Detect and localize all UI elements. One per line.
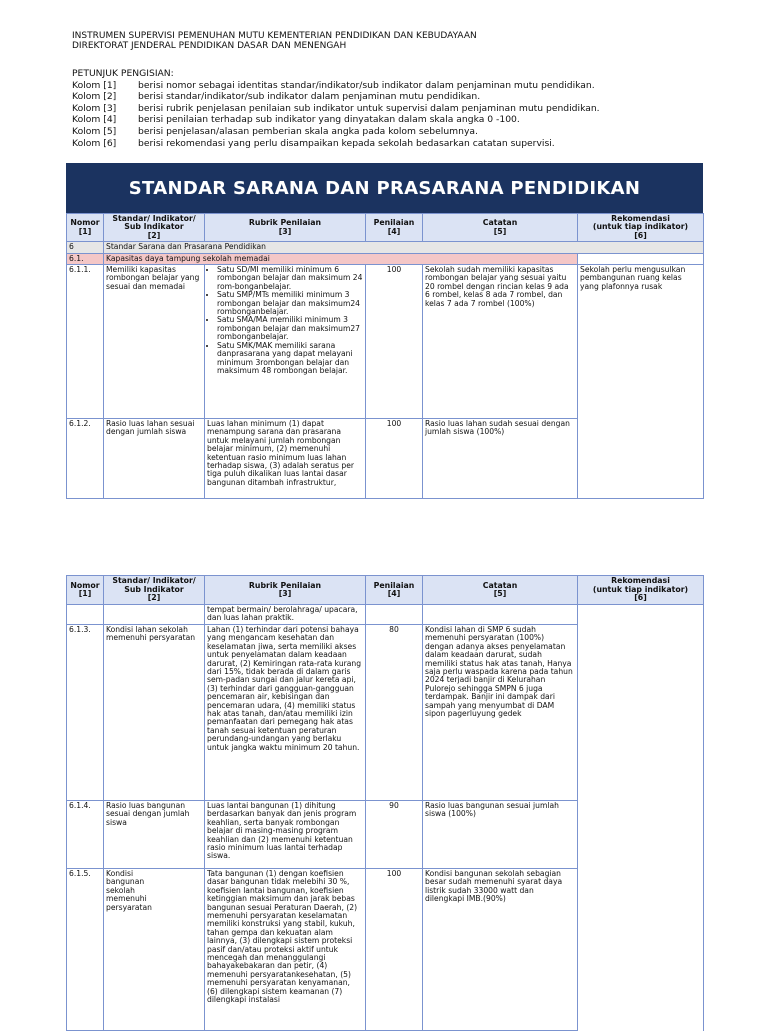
instruction-item: Kolom [2] berisi standar/indikator/sub indikator dalam penjaminan mutu pendidikan. bbox=[72, 91, 481, 103]
table-row: 6.1.3. Kondisi lahan sekolah memenuhi persyaratan Lahan (1) terhindar dari potensi bahaya yang mengancam kesehatan dan keselamatan jiwa, serta memiliki akses untuk penyelamatan dalam keadaan darurat, (2) Kemiringan rata-rata kurang dari 15%, tidak berada di dalam garis sem-padan sungai dan jalur kereta api, (3) terhindar dari gangguan-gangguan pencemaran air, kebisingan dan pencemaran udara, (4) memiliki status hak atas tanah, dan/atau memiliki izin pemanfaatan dari pemegang hak atas tanah sesuai ketentuan peraturan perundang-undangan yang berlaku untuk jangka waktu minimum 20 tahun. 80 Kondisi lahan di SMP 6 sudah memenuhi persyaratan (100%) dengan adanya akses penyelamatan dalam keadaan darurat, sudah memiliki status hak atas tanah, Hanya saja perlu waspada karena pada tahun 2024 terjadi banjir di Kelurahan Pulorejo sehingga SMPN 6 juga terdampak. Banjir ini dampak dari sampah yang menyumbat di DAM sipon pagerluyung gedek bbox=[67, 625, 704, 801]
document-header bbox=[72, 31, 477, 51]
section-row: 6 Standar Sarana dan Prasarana Pendidikan bbox=[67, 242, 704, 253]
col-header-standar: Standar/ Indikator/ Sub Indikator [2] bbox=[104, 576, 205, 605]
col-header-rubrik: Rubrik Penilaian [3] bbox=[205, 576, 366, 605]
instruction-item: Kolom [3] berisi rubrik penjelasan penilaian sub indikator untuk supervisi dalam penjaminan mutu pendidikan. bbox=[72, 102, 600, 114]
col-header-rekomendasi: Rekomendasi (untuk tiap indikator) [6] bbox=[578, 576, 704, 605]
subsection-row: 6.1. Kapasitas daya tampung sekolah memadai bbox=[67, 253, 704, 264]
score-cell: 80 bbox=[366, 625, 423, 801]
table-row: 6.1.1. Memiliki kapasitas rombongan belajar yang sesuai dan memadai • Satu SD/MI memiliki minimum 6 rombongan belajar dan maksimum 24 rom-bonganbelajar. • Satu SMP/MTs memiliki minimum 3 rombongan belajar dan maksimum24 rombonganbelajar. • Satu SMA/MA memiliki minimum 3 rombongan belajar dan maksimum27 rombonganbelajar. • Satu SMK/MAK memiliki sarana danprasarana yang dapat melayani minimum 3rombongan belajar dan maksimum 48 rombongan belajar. 100 Sekolah sudah memiliki kapasitas rombongan belajar yang sesuai yaitu 20 rombel dengan rincian kelas 9 ada 6 rombel, kelas 8 ada 7 rombel, dan kelas 7 ada 7 rombel (100%) Sekolah perlu mengusulkan pembangunan ruang kelas yang plafonnya rusak bbox=[67, 265, 704, 419]
table-row: 6.1.5. Kondisi bangunan sekolah memenuhi persyaratan Tata bangunan (1) dengan koefisien dasar bangunan tidak melebihi 30 %, koefisien lantai bangunan, koefisien ketinggian maksimum dan jarak bebas bangunan sesuai Peraturan Daerah, (2) memenuhi persyaratan keselamatan memiliki konstruksi yang stabil, kukuh, tahan gempa dan kekuatan alam lainnya, (3) dilengkapi sistem proteksi pasif dan/atau proteksi aktif untuk mencegah dan menanggulangi bahayakebakaran dan petir, (4) memenuhi persyaratankesehatan, (5) memenuhi persyaratan kenyamanan, (6) dilengkapi sistem keamanan (7) dilengkapi instalasi 100 Kondisi bangunan sekolah sebagian besar sudah memenuhi syarat daya listrik sudah 33000 watt dan dilengkapi IMB.(90%) bbox=[67, 869, 704, 1031]
recommendation-cell: Sekolah perlu mengusulkan pembangunan ruang kelas yang plafonnya rusak bbox=[578, 265, 704, 499]
col-header-rubrik: Rubrik Penilaian [3] bbox=[205, 214, 366, 242]
score-cell: 100 bbox=[366, 265, 423, 419]
score-cell: 100 bbox=[366, 869, 423, 1031]
recommendation-cell bbox=[578, 605, 704, 1031]
table-header-row bbox=[67, 214, 704, 242]
header-line-1: INSTRUMEN SUPERVISI PEMENUHAN MUTU KEMENTERIAN PENDIDIKAN DAN KEBUDAYAAN bbox=[72, 31, 477, 41]
score-cell: 90 bbox=[366, 801, 423, 869]
col-header-penilaian: Penilaian [4] bbox=[366, 576, 423, 605]
table-page-2 bbox=[66, 575, 704, 1031]
instructions-title: PETUNJUK PENGISIAN: bbox=[72, 68, 174, 79]
col-header-catatan: Catatan [5] bbox=[423, 214, 578, 242]
instructions bbox=[72, 68, 600, 149]
header-line-2: DIREKTORAT JENDERAL PENDIDIKAN DASAR DAN MENENGAH bbox=[72, 41, 347, 51]
table-page-1 bbox=[66, 213, 704, 499]
col-header-rekomendasi: Rekomendasi (untuk tiap indikator) [6] bbox=[578, 214, 704, 242]
instruction-item: Kolom [5] berisi penjelasan/alasan pemberian skala angka pada kolom sebelumnya. bbox=[72, 125, 478, 137]
instruction-item: Kolom [4] berisi penilaian terhadap sub indikator yang dinyatakan dalam skala angka 0 -100. bbox=[72, 114, 520, 126]
instruction-item: Kolom [6] berisi rekomendasi yang perlu disampaikan kepada sekolah bedasarkan catatan supervisi. bbox=[72, 137, 555, 149]
instruction-item: Kolom [1] berisi nomor sebagai identitas standar/indikator/sub indikator dalam penjaminan mutu pendidikan. bbox=[72, 79, 595, 91]
table-row: 6.1.2. Rasio luas lahan sesuai dengan jumlah siswa Luas lahan minimum (1) dapat menampung sarana dan prasarana untuk melayani jumlah rombongan belajar minimum, (2) memenuhi ketentuan rasio minimum luas lahan terhadap siswa, (3) adalah seratus per tiga puluh dikalikan luas lantai dasar bangunan ditambah infrastruktur, 100 Rasio luas lahan sudah sesuai dengan jumlah siswa (100%) bbox=[67, 419, 704, 499]
rubric-list: • Satu SD/MI memiliki minimum 6 rombongan belajar dan maksimum 24 rom-bonganbelajar. • Satu SMP/MTs memiliki minimum 3 rombongan belajar dan maksimum24 rombonganbelajar. • Satu SMA/MA memiliki minimum 3 rombongan belajar dan maksimum27 rombonganbelajar. • Satu SMK/MAK memiliki sarana danprasarana yang dapat melayani minimum 3rombongan belajar dan maksimum 48 rombongan belajar. bbox=[207, 266, 363, 375]
col-header-standar: Standar/ Indikator/ Sub Indikator [2] bbox=[104, 214, 205, 242]
table-header-row bbox=[67, 576, 704, 605]
continuation-row: tempat bermain/ berolahraga/ upacara, dan luas lahan praktik. bbox=[67, 605, 704, 625]
score-cell: 100 bbox=[366, 419, 423, 499]
col-header-penilaian: Penilaian [4] bbox=[366, 214, 423, 242]
col-header-nomor: Nomor [1] bbox=[67, 576, 104, 605]
col-header-catatan: Catatan [5] bbox=[423, 576, 578, 605]
col-header-nomor: Nomor [1] bbox=[67, 214, 104, 242]
section-banner: STANDAR SARANA DAN PRASARANA PENDIDIKAN bbox=[66, 163, 703, 213]
table-row: 6.1.4. Rasio luas bangunan sesuai dengan jumlah siswa Luas lantai bangunan (1) dihitung berdasarkan banyak dan jenis program keahlian, serta banyak rombongan belajar di masing-masing program keahlian dan (2) memenuhi ketentuan rasio minimum luas lantai terhadap siswa. 90 Rasio luas bangunan sesuai jumlah siswa (100%) bbox=[67, 801, 704, 869]
